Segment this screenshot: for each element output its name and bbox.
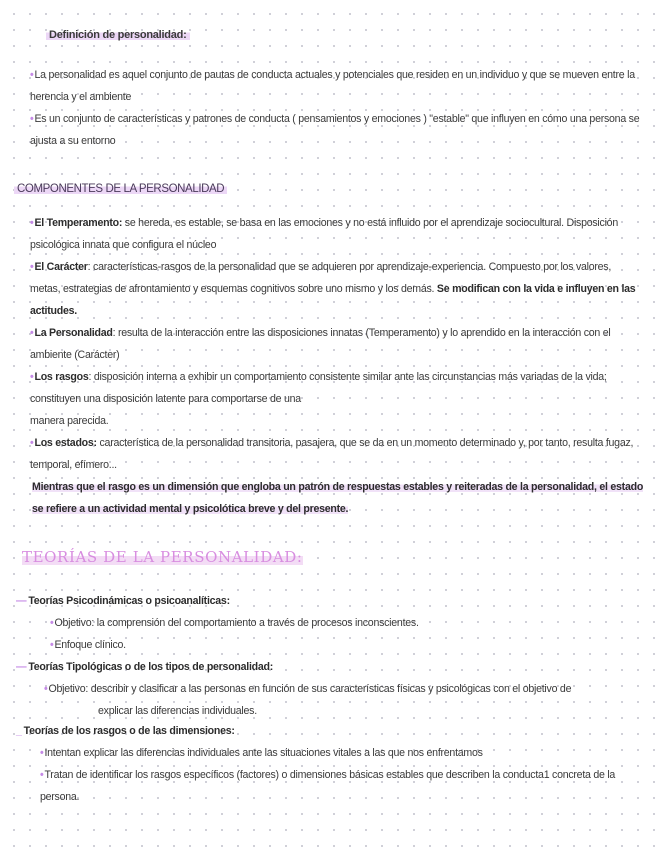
definicion-title: Definición de personalidad: [46,24,190,46]
componentes-title: COMPONENTES DE LA PERSONALIDAD [14,178,227,200]
componente-rasgos: •Los rasgos: disposición interna a exhibir un comportamiento consistente similar ante las circunstancias más variadas de la vida; constituyen una disposición latente para comportarse de una manera parecida. [30,366,650,432]
definicion-p2: •Es un conjunto de características y patrones de conducta ( pensamientos y emociones ) "estable" que influyen en cómo una persona se ajusta a su entorno [30,113,640,147]
bullet-icon: • [40,769,44,781]
dash-icon: — [16,595,27,607]
teoria-rasgos-title: _ Teorías de los rasgos o de las dimensiones: [16,725,235,737]
psicodinamicas-item-1: •Objetivo: la comprensión del comportamiento a través de procesos inconscientes. [50,617,419,629]
bullet-icon: • [50,639,54,651]
componente-temperamento: •El Temperamento: se hereda, es estable, se basa en las emociones y no está influido por el aprendizaje sociocultural. Disposición psicológica innata que configura el núcleo [30,217,618,251]
bullet-icon: • [30,437,34,449]
rasgos-continuation: manera parecida. [30,415,109,427]
componente-caracter: •El Carácter: características-rasgos de la personalidad que se adquieren por aprendizaje-experiencia. Compuesto por los valores, metas, estrategias de afrontamiento y esquemas cognitivos sobre uno mismo y los demás. Se modifican con la vida e influyen en las actitudes. [30,261,636,317]
bullet-icon: • [30,217,34,229]
bullet-icon: • [30,261,34,273]
rasgos-item-1: •Intentan explicar las diferencias individuales ante las situaciones vitales a las que nos enfrentamos [40,747,483,759]
resumen-rasgo-estado: Mientras que el rasgo es un dimensión que engloba un patrón de respuestas estables y reiteradas de la personalidad, el estado se refiere a un actividad mental y psicolótica breve y del presente. [32,481,644,515]
dash-icon: — [16,661,27,673]
bullet-icon: • [30,371,34,383]
psicodinamicas-item-2: •Enfoque clínico. [50,639,126,651]
teorias-title: TEORÍAS DE LA PERSONALIDAD: [22,548,303,566]
teoria-tipologicas-title: — Teorías Tipológicas o de los tipos de personalidad: [16,661,274,673]
bullet-icon: • [40,747,44,759]
dash-icon: _ [16,725,22,737]
tipologicas-item-1: •Objetivo: describir y clasificar a las personas en función de sus características físicas y psicológicas con el objetivo de [44,683,572,695]
bullet-icon: • [30,327,34,339]
rasgos-item-2: •Tratan de identificar los rasgos específicos (factores) o dimensiones básicas estables que describen la conducta1 concreta de la persona. [40,769,616,803]
bullet-icon: • [44,683,48,695]
componente-personalidad: •La Personalidad: resulta de la interacción entre las disposiciones innatas (Temperamento) y lo aprendido en la interacción con el ambiente (Carácter) [30,327,611,361]
componente-estados: •Los estados: característica de la personalidad transitoria, pasajera, que se da en un momento determinado y, por tanto, resulta fugaz, temporal, efímero... [30,437,634,471]
bullet-icon: • [30,69,34,81]
bullet-icon: • [30,113,34,125]
bullet-icon: • [50,617,54,629]
teoria-psicodinamicas-title: — Teorías Psicodinámicas o psicoanalíticas: [16,595,230,607]
definicion-p1: •La personalidad es aquel conjunto de pautas de conducta actuales y potenciales que residen en un individuo y que se mueven entre la herencia y el ambiente [30,69,635,103]
tipologicas-item-1-cont: explicar las diferencias individuales. [98,705,257,717]
